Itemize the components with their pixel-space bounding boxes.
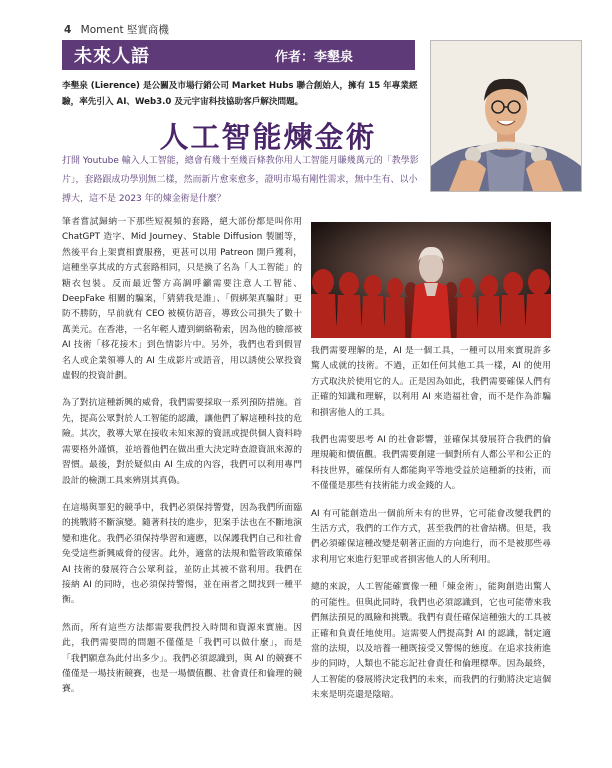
author-photo [430,40,582,192]
page-number: 4 [64,24,72,36]
body-paragraph: 在這場與罪犯的競爭中，我們必須保持警覺，因為我們所面臨的挑戰將不斷演變。隨著科技的進步，犯案手法也在不斷地演變和進化。我們必須保持學習和適應，以保護我們自己和社會免受這些新興威脅的侵害。此外，適當的法規和監管政策確保 AI 技術的發展符合公眾利益，並防止其被不當利用。我們在接納 AI 的同時，也必須保持警惕，並在兩者之間找到一種平衡。 [62,502,302,606]
magazine-name: Moment 堅實商機 [80,24,169,36]
author-bio: 李墾泉 (Lierence) 是公關及市場行銷公司 Market Hubs 聯合創始人，擁有 15 年專業經驗，率先引入 AI、Web3.0 及元宇宙科技協助客戶解決問題。 [62,81,418,107]
article-headline: 人工智能煉金術 [159,120,377,154]
article-intro: 打開 Youtube 輸入人工智能，總會有幾十至幾百條教你用人工智能月賺幾萬元的「教學影片」，套路跟成功學別無二樣，然而新片愈來愈多，證明市場有剛性需求，無中生有、以小搏大，這不是 2023 年的煉金術是什麼？ [62,156,419,204]
column-title: 未來人語 [74,46,150,67]
body-paragraph: 然而，所有這些方法都需要我們投入時間和資源來實施。因此，我們需要問的問題不僅僅是「我們可以做什麼」，而是「我們願意為此付出多少」。我們必須認識到，與 AI 的競賽不僅僅是一場技術競賽，也是一場價值觀、社會責任和倫理的競賽。 [62,622,302,695]
body-paragraph: 筆者嘗試歸納一下那些短視頻的套路，絕大部份都是叫你用 ChatGPT 造字、Mid Journey、Stable Diffusion 製圖等，然後平台上架賣相賣服務，更甚可以用 Patreon 開戶獲利，這種坐享其成的方式套路相同，只是換了名為「人工智能」的糖衣包裝。反而最近警方高調呼籲需要注意人工智能、DeepFake 相關的騙案，「猜猜我是誰」、「假綁架真騙財」更防不勝防，早前就有 CEO 被模仿語音，導致公司損失了數十萬美元。在香港，一名年輕人遭到網絡勒索，因為他的臉部被 AI 技術「移花接木」到色情影片中。另外，我們也看到假冒名人或企業領導人的 AI 生成影片或語音，用以誘使公眾投資虛假的投資計劃。 [62,217,302,382]
ai-robots-illustration [311,222,551,338]
body-paragraph: 我們也需要思考 AI 的社會影響，並確保其發展符合我們的倫理規範和價值觀。我們需要創建一個對所有人都公平和公正的科技世界，確保所有人都能夠平等地受益於這種新的技術，而不僅僅是那些有技術能力或金錢的人。 [311,435,551,492]
body-paragraph: 總的來說，人工智能確實像一種「煉金術」，能夠創造出驚人的可能性。但與此同時，我們也必須認識到，它也可能帶來我們無法預見的風險和挑戰。我們有責任確保這種強大的工具被正確和負責任地使用。這需要人們提高對 AI 的認識，制定適當的法規，以及培養一種既接受又警惕的態度。在追求技術進步的同時，人類也不能忘記社會責任和倫理標準。因為最終，人工智能的發展將決定我們的未來，而我們的行動將決定這個未來是明亮還是陰暗。 [311,582,551,701]
body-column-left [62,215,302,710]
author-name: 作者：李墾泉 [274,49,353,65]
page-folio [64,22,169,37]
body-paragraph: 我們需要理解的是，AI 是一個工具，一種可以用來實現許多驚人成就的技術。不過，正如任何其他工具一樣，AI 的使用方式取決於使用它的人。正是因為如此，我們需要確保人們有正確的知識和理解，以利用 AI 來造福社會，而不是作為詐騙和損害他人的工具。 [311,346,551,418]
body-paragraph: AI 有可能創造出一個前所未有的世界，它可能會改變我們的生活方式，我們的工作方式，甚至我們的社會結構。但是，我們必須確保這種改變是朝著正面的方向進行，而不是被那些尋求利用它來進行犯罪或者損害他人的人所利用。 [311,508,551,565]
body-column-right [311,344,551,716]
body-paragraph: 為了對抗這種新興的威脅，我們需要採取一系列預防措施。首先，提高公眾對於人工智能的認識，讓他們了解這種科技的危險。其次，教導大眾在接收未知來源的資訊或提供個人資料時需要格外謹慎，並培養他們在做出重大決定時查證資訊來源的習慣。最後，對於疑似由 AI 生成的內容，我們可以利用專門設計的檢測工具來辨別其真偽。 [62,398,302,486]
column-banner [62,40,415,70]
